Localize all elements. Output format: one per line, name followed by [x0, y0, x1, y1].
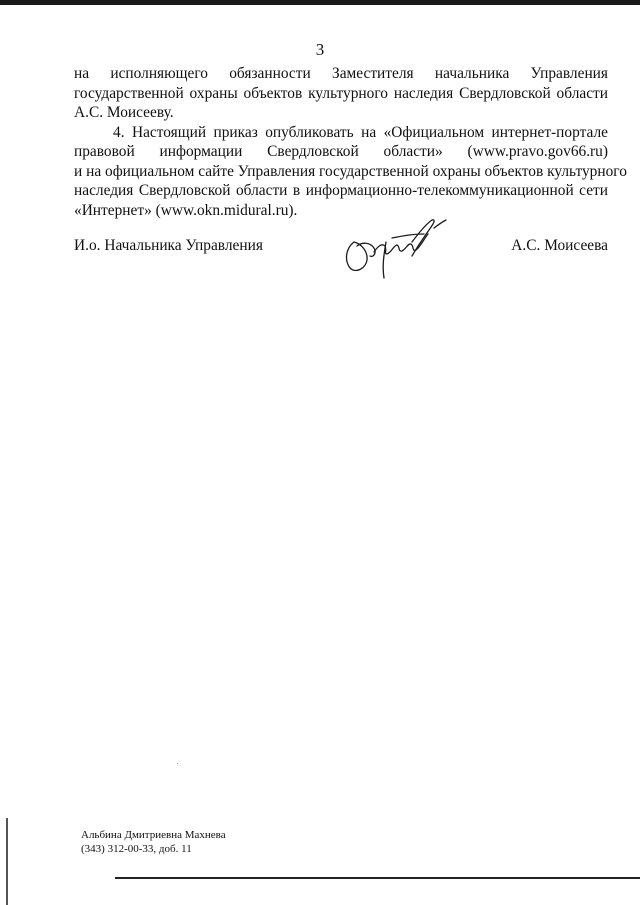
bottom-scan-border	[115, 877, 640, 879]
text-line: наследия Свердловской области в информационно-телекоммуникационной сети	[74, 182, 608, 199]
signature-icon	[340, 212, 450, 282]
text-line: правовой информации Свердловской области» (www.pravo.gov66.ru)	[74, 143, 608, 160]
scan-speck	[177, 763, 178, 764]
document-body	[74, 64, 627, 220]
page-number: 3	[315, 40, 325, 59]
text-line: «Интернет» (www.okn.midural.ru).	[74, 201, 298, 219]
contact-phone: (343) 312-00-33, доб. 11	[81, 843, 192, 855]
text-line: 4. Настоящий приказ опубликовать на «Официальном интернет-портале	[113, 123, 608, 141]
text-line: и на официальном сайте Управления государственной охраны объектов культурного	[74, 162, 627, 180]
footer-contact	[81, 828, 226, 856]
text-line: на исполняющего обязанности Заместителя начальника Управления	[74, 65, 608, 82]
top-scan-border	[0, 0, 640, 5]
paragraph-3-continuation	[74, 64, 608, 123]
text-line: государственной охраны объектов культурного наследия Свердловской области	[74, 84, 608, 102]
signature-block	[74, 236, 608, 296]
left-scan-edge	[6, 818, 8, 905]
paragraph-4	[74, 123, 627, 221]
contact-name: Альбина Дмитриевна Махнева	[81, 829, 226, 841]
signatory-name: А.С. Моисеева	[511, 237, 608, 254]
text-line: А.С. Моисееву.	[74, 104, 174, 121]
signatory-title: И.о. Начальника Управления	[74, 237, 263, 254]
